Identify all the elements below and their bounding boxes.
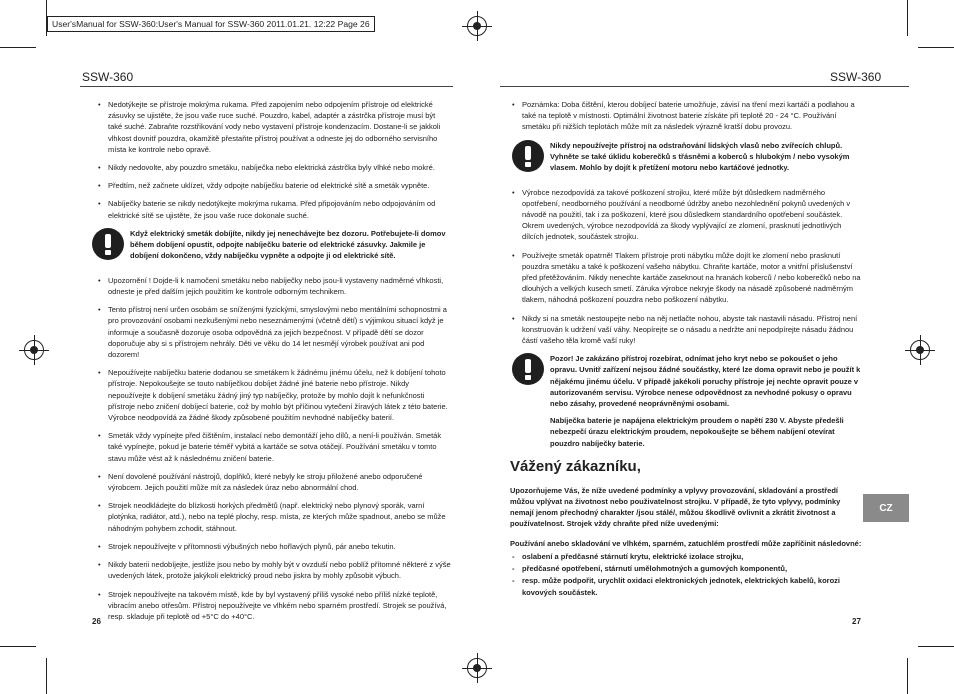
page-number-right: 27 <box>852 617 861 626</box>
language-tab: CZ <box>863 494 909 522</box>
warning-exclamation-icon <box>512 353 544 385</box>
crop-mark <box>918 646 954 647</box>
list-item: • Nikdy si na smeták nestoupejte nebo na něj netlačte nohou, abyste tak nastavili násadu. Přístroj není konstruován k udržení vaší váhy. Neopírejte se o násadu a nedržte ani nepodpírejte násadu žádnou částí vašeho těla kromě vaší ruky! <box>510 313 862 347</box>
header-left: SSW-360 <box>82 70 134 84</box>
warning-exclamation-icon <box>512 140 544 172</box>
warning-exclamation-icon <box>92 228 124 260</box>
right-bullets <box>510 187 862 347</box>
print-slug: User'sManual for SSW-360:User's Manual for SSW-360 2011.01.21. 12:22 Page 26 <box>47 16 375 32</box>
list-item: - resp. může podpořit, urychlit oxidaci elektronických jednotek, elektrických kabelů, korozi kovových součástek. <box>510 575 862 597</box>
list-item: - předčasné opotřebení, stárnutí umělohmotných a gumových komponentů, <box>510 563 862 574</box>
list-item: • Není dovolené používání nástrojů, doplňků, které nebyly ke stroju přiložené anebo odporučené výrobcem. Jejich použití může mít za následek úraz nebo abnormální chod. <box>96 471 451 493</box>
crop-mark <box>907 0 908 36</box>
list-item: • Nikdy nedovolte, aby pouzdro smetáku, nabíječka nebo elektrická zástrčka byly vlhké nebo mokré. <box>96 162 451 173</box>
crop-mark <box>0 646 36 647</box>
registration-mark-icon <box>24 340 44 360</box>
warning-text: Pozor! Je zakázáno přístroj rozebírat, odnímat jeho kryt nebo se pokoušet o jeho opravu. Uvnitř zařízení nejsou žádné součástky, které lze doma opravit nebo je použít k nějakému jinému účelu. V případě jakékoli poruchy přístroje jej nechte opravit pouze v autorizovaném servisu. Výrobce nenese odpovědnost za nevhodné pokusy o opravu nebo zásahy, provedené neoprávněnými osobami. <box>550 354 861 409</box>
list-item: • Strojek neodkládejte do blízkosti horkých předmětů (např. elektrický nebo plynový sporák, varní plotýnka, radiátor, atd.), nebo na teplé plochy, resp. místa, ze kterých může spadnout, anebo se může náhodným pohybem zchodit, stáhnout. <box>96 500 451 534</box>
header-rule-right <box>500 86 909 87</box>
warning-text: Když elektrický smeták dobíjíte, nikdy jej nenechávejte bez dozoru. Potřebujete-li domov během dobíjení opustit, odpojte nabíječku baterie od elektrické zásuvky. Jakmile je dobíjení dokončeno, vždy nabíječku vypněte a odpojte ji od elektrické sítě. <box>130 228 446 261</box>
registration-mark-icon <box>467 16 487 36</box>
list-item: • Nedotýkejte se přístroje mokrýma rukama. Před zapojením nebo odpojením přístroje od elektrické zásuvky se ujistěte, že jsou vaše ruce suché. Pouzdro, kabel, adaptér a zástrčka přístroje musí být také suché. Zabraňte rozstřikování vody nebo vystavení přístroje kondenzacím. Dostane-li se jakkoli vlhkost dovnitř pouzdra, okamžitě přestaňte přístroj používat a odneste jej do odborného servisního místa ke kontrole nebo opravě. <box>96 99 451 155</box>
right-column <box>510 99 862 599</box>
list-item: • Používejte smeták opatrně! Tlakem přístroje proti nábytku může dojít ke zlomení nebo prasknutí pouzdra smetáku a také k poškození vašeho nábytku. Chraňte kartáče, motor a vnitřní příslušenství před přetěžováním. Nikdy nenechte kartáče zaseknout na hranách koberců / nebo koberečků nebo na dlouhých a velkých kusech smetí. Záruka výrobce nekryje škody na násadě způsobené nadměrným tlakem, náhodná poškození pouzdra nebo poškození nábytku. <box>510 250 862 306</box>
registration-mark-icon <box>910 340 930 360</box>
crop-mark <box>918 47 954 48</box>
list-item: • Předtím, než začnete uklízet, vždy odpojte nabíječku baterie od elektrické sítě a smeták vypněte. <box>96 180 451 191</box>
left-bullets <box>96 99 451 221</box>
list-item: • Strojek nepoužívejte na takovém místě, kde by byl vystavený příliš vysoké nebo příliš nízké teplotě, vibracím anebo otřesům. Přístroj nepoužívejte ve vlhkém nebo sparném prostředí. Strojek se používá, resp. skladuje při teplotě od +5°C do +40°C. <box>96 589 451 623</box>
left-column <box>96 99 451 629</box>
crop-mark <box>46 658 47 694</box>
list-item: • Nabíječky baterie se nikdy nedotýkejte mokrýma rukama. Před připojováním nebo odpojováním od elektrické sítě se ujistěte, že jsou vaše ruce dokonale suché. <box>96 198 451 220</box>
warning-block <box>90 228 451 266</box>
warning-text: Nabíječka baterie je napájena elektrickým proudem o napětí 230 V. Abyste předešli nebezpečí úrazu elektrickým proudem, nepokoušejte se během nabíjení otevírat pouzdro nabíječky baterie. <box>550 416 844 448</box>
crop-mark <box>0 47 36 48</box>
registration-mark-icon <box>467 658 487 678</box>
list-item: • Tento přístroj není určen osobám se sníženými fyzickými, smyslovými nebo mentálními schopnostmi a pro provozování osobami nezkušenými nebo neseznámenými (včetně dětí) s výjimkou situací když je informuje a současně dozoruje osoba odpovědná za jejich bezpečnost. V případě dětí se dozor doporučuje aby si s přístrojem nehrály. Děti ve věku do 14 let nesmějí výrobek používat ani pod dozorem! <box>96 304 451 360</box>
paragraph: Používání anebo skladování ve vlhkém, sparném, zatuchlém prostředí může zapříčinit následovné: <box>510 538 862 548</box>
list-item: • Nepoužívejte nabíječku baterie dodanou se smetákem k žádnému jinému účelu, než k dobíjení tohoto přístroje. Nepokoušejte se touto nabíječkou dobíjet žádné jiné baterie nebo přístroje. Nikdy nepoužívejte k dobíjení smetáku žádný jiný typ nabíječky, protože by mohlo dojít k nefunkčnosti přístroje nebo zničení dobíjecí baterie, což by mohlo být příčinou vytečení žíravých látek z této baterie. Výrobce neodpovídá za žádné škody způsobené použitím nevhodné nabíječky baterií. <box>96 367 451 423</box>
warning-block <box>510 140 862 178</box>
list-item: • Smeták vždy vypínejte před čištěním, instalací nebo demontáží jeho dílů, a není-li používán. Smeták také vypínejte, pokud je baterie téměř vybitá a kartáče se sotva otáčejí. Používání smetáku v tomto stavu může vést až k následnému zničení baterie. <box>96 430 451 464</box>
warning-block <box>510 353 862 449</box>
list-item: • Upozornění ! Dojde-li k namočení smetáku nebo nabíječky nebo jsou-li vystaveny nadměrné vlhkosti, odneste je před dalším jejich použitím ke kontrole odborným technikem. <box>96 275 451 297</box>
warning-text: Nikdy nepoužívejte přístroj na odstraňování lidských vlasů nebo zvířecích chlupů. Vyhněte se také úklidu koberečků s třásněmi a koberců s hlubokým / nebo vysokým vlasem. Mohlo by dojít k přetížení motoru nebo kartáčové jednotky. <box>550 140 850 173</box>
crop-mark <box>907 658 908 694</box>
list-item: - oslabení a předčasné stárnutí krytu, elektrické izolace strojku, <box>510 551 862 562</box>
list-item: • Výrobce nezodpovídá za takové poškození strojku, které může být důsledkem nadměrného opotřebení, neodborného používání a neodborné údržby anebo nezohlednění pokynů uvedených v návodě na použití, tak i za poškození, které jsou důsledkem standardního opotřebení součástek. Okrem uvedených, výrobce nezodpovídá za škody vyplývající ze zlomení, prasknutí jednotlivých dílcích jednotek, součástek strojku. <box>510 187 862 243</box>
page-number-left: 26 <box>92 617 101 626</box>
dash-list <box>510 551 862 598</box>
list-item: • Poznámka: Doba čištění, kterou dobíjecí baterie umožňuje, závisí na tření mezi kartáči a podlahou a také na teplotě v místnosti. Optimální životnost baterie získáte při teplotě 20 - 24 °C. Používání smetáku při nižších teplotách může mít za následek výrazně kratší dobu provozu. <box>510 99 862 133</box>
right-bullets-note <box>510 99 862 133</box>
section-heading: Vážený zákazníku, <box>510 457 641 475</box>
paragraph: Upozorňujeme Vás, že níže uvedené podmínky a vplyvy provozování, skladování a prostředí můžou vplývat na životnost nebo použivatelnost strojku. V případě, že tyto vplyvy, podmínky nemají jenom přechodný charakter /jsou stálé/, můžou škodlivě ovlivnit a zkrátit životnost a používatelnost. Strojek vždy chraňte před níže uvedenými: <box>510 485 841 529</box>
list-item: • Nikdy baterii nedobíjejte, jestliže jsou nebo by mohly být v ovzduší nebo poblíž přítomné některé z výše uvedených látek, protože jakýkoli elektrický proud nebo jiskra by mohly způsobit výbuch. <box>96 559 451 581</box>
header-right: SSW-360 <box>830 70 882 84</box>
list-item: • Strojek nepoužívejte v přítomnosti výbušných nebo hořlavých plynů, pár anebo tekutin. <box>96 541 451 552</box>
left-bullets-continued <box>96 275 451 622</box>
header-rule-left <box>80 86 453 87</box>
